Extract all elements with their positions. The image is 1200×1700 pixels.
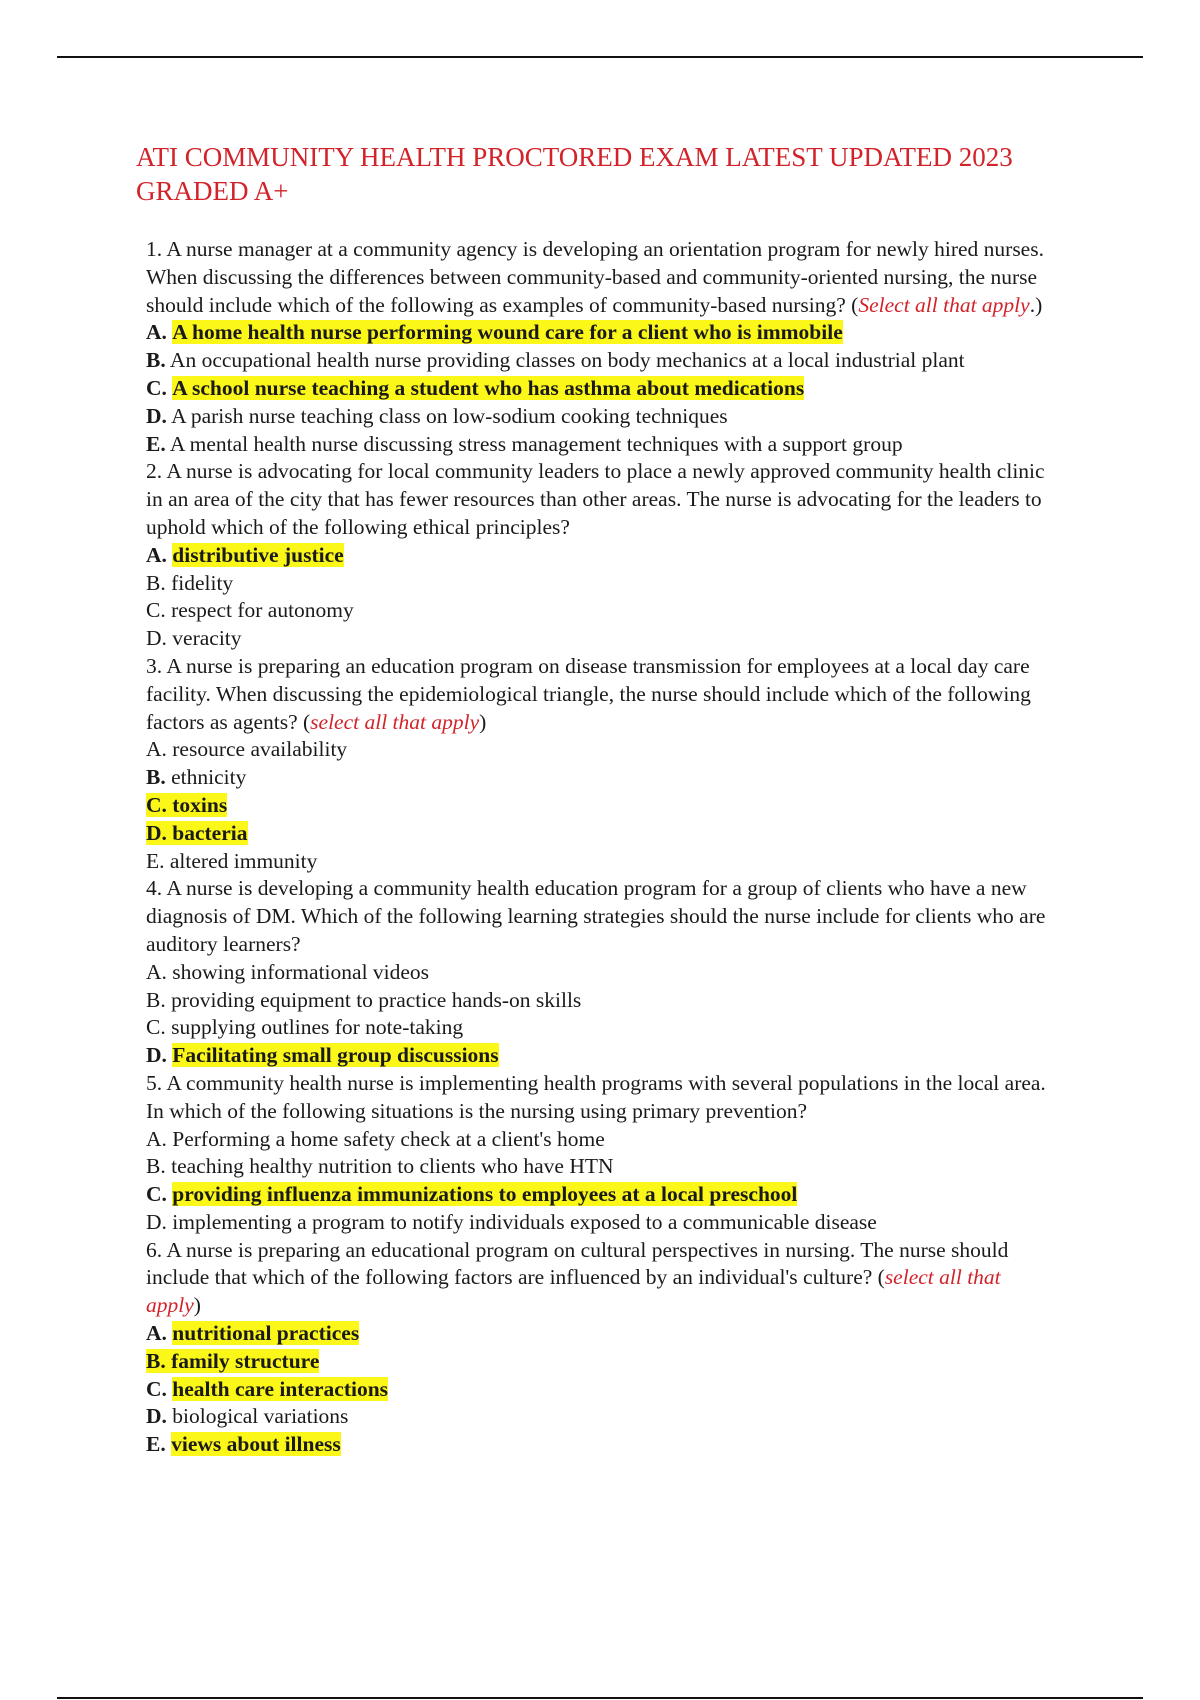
q4-stem: 4. A nurse is developing a community health education program for a group of clients who have a new diagnosis of DM. Which of the following learning strategies should the nurse include for clients who are auditory learners? xyxy=(146,876,1046,956)
q3-option-e: E. altered immunity xyxy=(146,848,318,873)
correct-answer-highlight: Facilitating small group discussions xyxy=(172,1043,499,1068)
bottom-rule xyxy=(57,1697,1143,1699)
q6-option-a: A. nutritional practices xyxy=(146,1321,360,1346)
q2-option-c: C. respect for autonomy xyxy=(146,598,354,623)
correct-answer-highlight: D. bacteria xyxy=(146,820,248,845)
q3-option-c xyxy=(146,792,1046,820)
q6-option-c: C. health care interactions xyxy=(146,1376,389,1401)
correct-answer-highlight: distributive justice xyxy=(172,542,344,567)
correct-answer-highlight: views about illness xyxy=(171,1432,341,1457)
q3-option-a: A. resource availability xyxy=(146,737,348,762)
q2-option-a: A. distributive justice xyxy=(146,542,344,567)
q6-option-e: E. views about illness xyxy=(146,1432,341,1457)
q1-stem-line2: When discussing the differences between community-based and community-oriented nursing, the nurse xyxy=(146,264,1038,289)
q1-option-a: A. A home health nurse performing wound care for a client who is immobile xyxy=(146,320,843,345)
q5-option-b: B. teaching healthy nutrition to clients who have HTN xyxy=(146,1154,614,1179)
q2-stem: 2. A nurse is advocating for local community leaders to place a newly approved community health clinic in an area of the city that has fewer resources than other areas. The nurse is advocating for the leaders to uphold which of the following ethical principles? xyxy=(146,459,1045,539)
select-all-note: select all that apply xyxy=(310,709,480,734)
q6-option-b xyxy=(146,1348,1046,1376)
q5-stem: 5. A community health nurse is implementing health programs with several populations in the local area. In which of the following situations is the nursing using primary prevention? xyxy=(146,1070,1046,1123)
q4-option-b: B. providing equipment to practice hands-on skills xyxy=(146,987,582,1012)
q6-option-d: D. biological variations xyxy=(146,1404,349,1429)
q4-option-c: C. supplying outlines for note-taking xyxy=(146,1015,464,1040)
correct-answer-highlight: A school nurse teaching a student who has asthma about medications xyxy=(172,375,805,400)
correct-answer-highlight: C. toxins xyxy=(146,792,228,817)
q4-option-a: A. showing informational videos xyxy=(146,959,430,984)
document-title: ATI COMMUNITY HEALTH PROCTORED EXAM LATEST UPDATED 2023 GRADED A+ xyxy=(136,142,1013,206)
q5-option-d: D. implementing a program to notify individuals exposed to a communicable disease xyxy=(146,1209,877,1234)
exam-content xyxy=(146,236,1046,1459)
q1-option-e: E. A mental health nurse discussing stress management techniques with a support group xyxy=(146,431,903,456)
q6-stem: 6. A nurse is preparing an educational program on cultural perspectives in nursing. The nurse should include that which of the following factors are influenced by an individual's culture? (select all that apply) xyxy=(146,1237,1009,1318)
q3-stem: 3. A nurse is preparing an education program on disease transmission for employees at a local day care facility. When discussing the epidemiological triangle, the nurse should include which of the following factors as agents? (select all that apply) xyxy=(146,653,1031,734)
correct-answer-highlight: health care interactions xyxy=(172,1376,389,1401)
correct-answer-highlight: nutritional practices xyxy=(172,1321,360,1346)
q2-option-b: B. fidelity xyxy=(146,570,234,595)
q1-stem-line1: 1. A nurse manager at a community agency is developing an orientation program for newly hired nurses. xyxy=(146,237,1044,261)
q1-stem-line3: should include which of the following as examples of community-based nursing? (Select all that apply.) xyxy=(146,292,1043,317)
q1-option-b: B. An occupational health nurse providing classes on body mechanics at a local industrial plant xyxy=(146,348,965,373)
correct-answer-highlight: providing influenza immunizations to employees at a local preschool xyxy=(172,1182,798,1207)
q5-option-c: C. providing influenza immunizations to employees at a local preschool xyxy=(146,1182,798,1207)
q5-option-a: A. Performing a home safety check at a client's home xyxy=(146,1126,605,1151)
q3-option-b: B. ethnicity xyxy=(146,765,247,790)
correct-answer-highlight: A home health nurse performing wound care for a client who is immobile xyxy=(172,320,843,345)
q3-option-d xyxy=(146,820,1046,848)
q1-option-c: C. A school nurse teaching a student who has asthma about medications xyxy=(146,375,805,400)
q1-option-d: D. A parish nurse teaching class on low-sodium cooking techniques xyxy=(146,403,728,428)
q2-option-d: D. veracity xyxy=(146,626,242,651)
select-all-note: Select all that apply xyxy=(858,292,1030,317)
top-rule xyxy=(57,56,1143,58)
select-all-note: select all that apply xyxy=(146,1265,1001,1318)
q4-option-d: D. Facilitating small group discussions xyxy=(146,1043,499,1068)
correct-answer-highlight: B. family structure xyxy=(146,1348,320,1373)
